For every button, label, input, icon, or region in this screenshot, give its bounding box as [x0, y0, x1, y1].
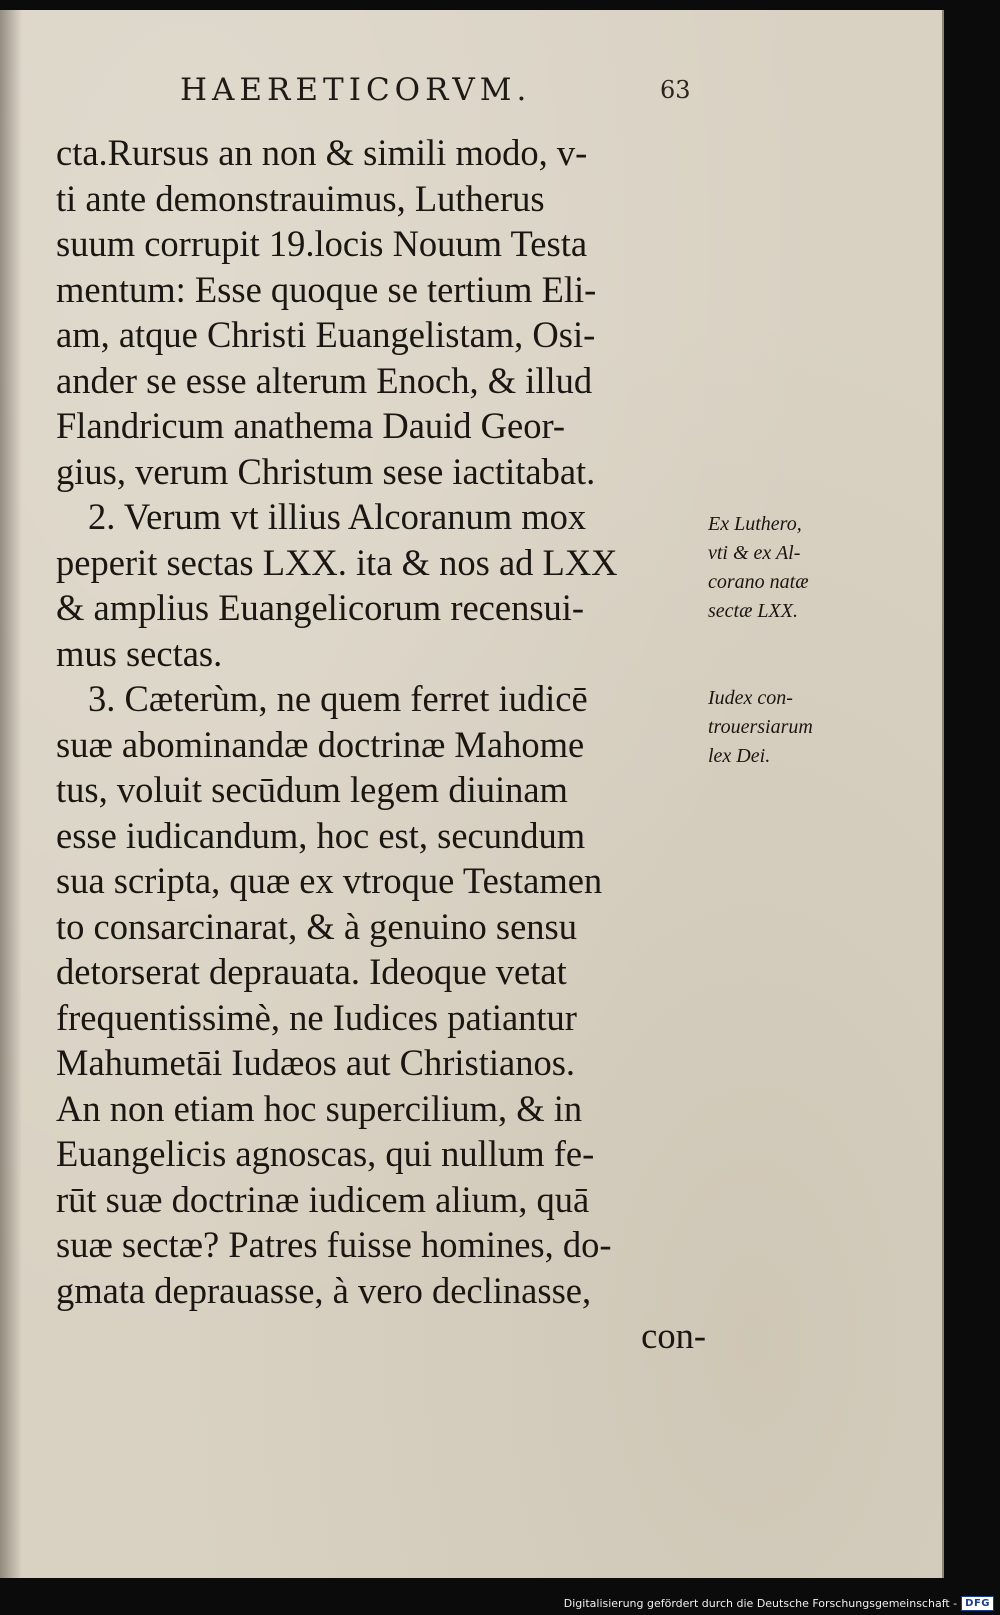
dfg-logo: DFG: [961, 1596, 994, 1611]
text-line: mus sectas.: [56, 632, 223, 674]
running-title: HAERETICORVM.: [180, 72, 532, 108]
text-line: 3. Cæterùm, ne quem ferret iudicē: [88, 678, 588, 719]
text-line: An non etiam hoc supercilium, & in: [56, 1087, 583, 1129]
text-line: 2. Verum vt illius Alcoranum mox: [88, 496, 587, 537]
digitization-credit: [564, 1596, 994, 1611]
gutter-shadow: [0, 10, 22, 1578]
body-text: [56, 130, 706, 1359]
margin-note-line: lex Dei.: [708, 745, 771, 767]
text-line: sua scripta, quæ ex vtroque Testamen: [56, 860, 603, 901]
credit-text: Digitalisierung gefördert durch die Deutsche Forschungsgemeinschaft -: [563, 1597, 958, 1610]
text-line: peperit sectas LXX. ita & nos ad LXX: [56, 541, 618, 583]
margin-note-2: [708, 684, 813, 771]
margin-note-line: trouersiarum: [708, 716, 813, 738]
page-number: 63: [660, 76, 691, 104]
catchword: con-: [641, 1315, 706, 1356]
text-line: rūt suæ doctrinæ iudicem alium, quā: [56, 1178, 590, 1220]
text-line: ti ante demonstrauimus, Lutherus: [56, 177, 545, 219]
text-line: gius, verum Christum sese iactitabat.: [56, 450, 596, 492]
margin-note-1: [708, 510, 809, 626]
margin-note-line: Iudex con-: [708, 687, 793, 709]
margin-note-line: Ex Luthero,: [708, 513, 802, 535]
text-line: mentum: Esse quoque se tertium Eli-: [56, 268, 597, 310]
text-line: gmata deprauasse, à vero declinasse,: [56, 1269, 592, 1311]
text-line: am, atque Christi Euangelistam, Osi-: [56, 314, 596, 355]
text-line: & amplius Euangelicorum recensui-: [56, 587, 585, 628]
text-line: suæ sectæ? Patres fuisse homines, do-: [56, 1224, 612, 1265]
margin-note-line: corano natæ: [708, 571, 809, 593]
text-line: Euangelicis agnoscas, qui nullum fe-: [56, 1133, 595, 1174]
margin-note-line: sectæ LXX.: [708, 600, 798, 622]
text-line: frequentissimè, ne Iudices patiantur: [56, 996, 577, 1038]
text-line: to consarcinarat, & à genuino sensu: [56, 905, 577, 947]
text-line: detorserat deprauata. Ideoque vetat: [56, 951, 567, 992]
text-line: Flandricum anathema Dauid Geor-: [56, 405, 566, 446]
text-line: suæ abominandæ doctrinæ Mahome: [56, 723, 585, 765]
text-line: cta.Rursus an non & simili modo, v-: [56, 132, 588, 173]
text-line: Mahumetāi Iudæos aut Christianos.: [56, 1042, 576, 1083]
text-line: esse iudicandum, hoc est, secundum: [56, 814, 586, 856]
text-line: suum corrupit 19.locis Nouum Testa: [56, 223, 588, 264]
text-line: tus, voluit secūdum legem diuinam: [56, 769, 568, 810]
margin-note-line: vti & ex Al-: [708, 542, 801, 564]
text-line: ander se esse alterum Enoch, & illud: [56, 359, 593, 401]
